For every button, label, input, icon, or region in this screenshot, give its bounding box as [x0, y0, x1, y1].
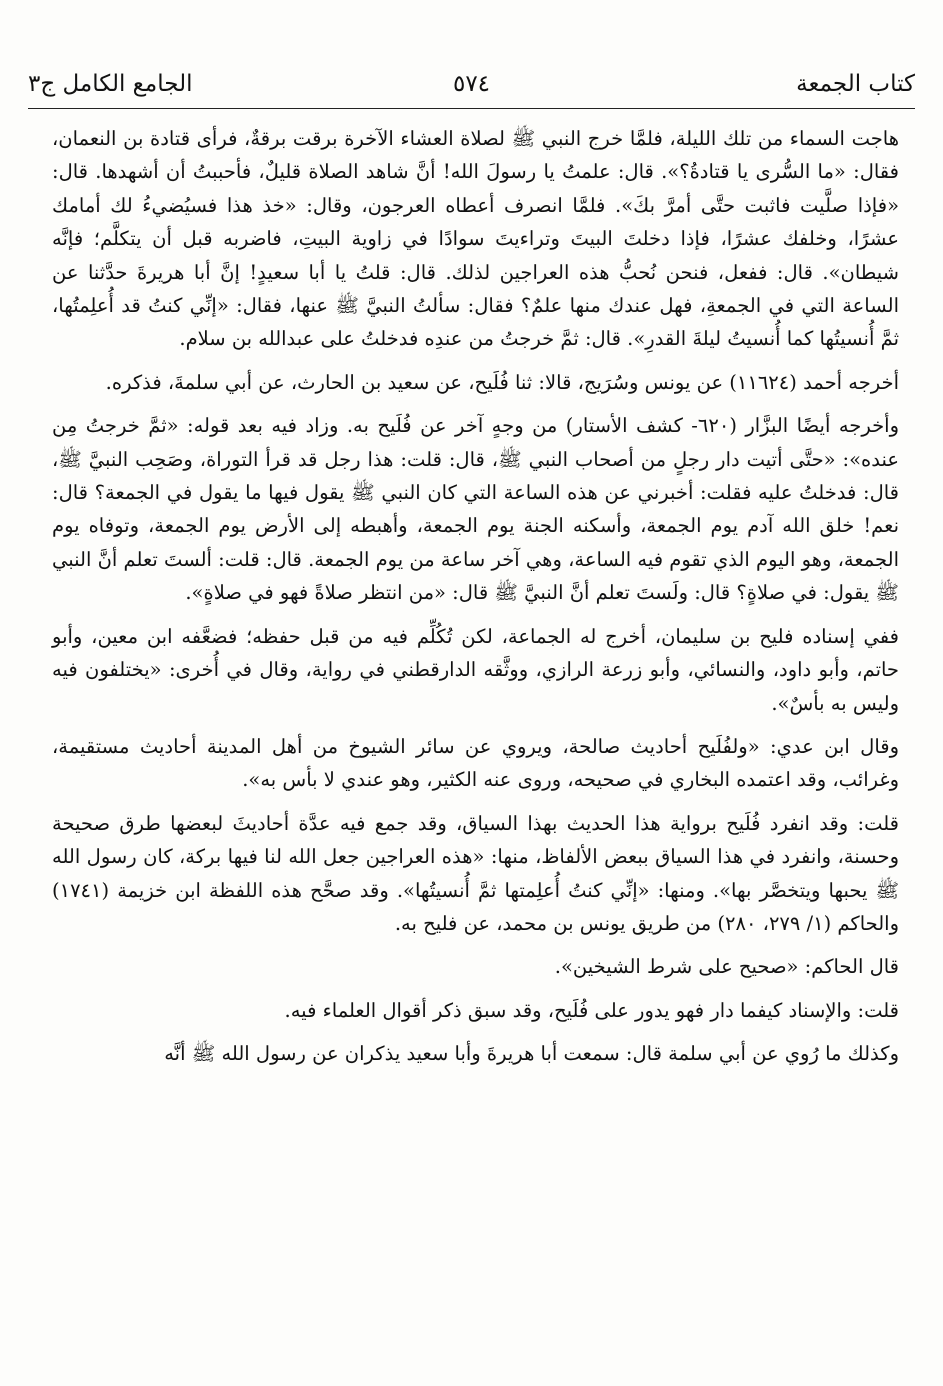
- page-header: [28, 64, 915, 104]
- chapter-title: كتاب الجمعة: [796, 71, 915, 97]
- paragraph: ففي إسناده فليح بن سليمان، أخرج له الجماعة، لكن تُكُلِّم فيه من قبل حفظه؛ فضعَّفه ابن معين، وأبو حاتم، وأبو داود، والنسائي، وأبو زرعة الرازي، ووثَّقه الدارقطني في رواية، وقال في أُخرى: «يختلفون فيه وليس به بأسٌ».: [52, 624, 899, 715]
- book-title: الجامع الكامل ج٣: [28, 71, 193, 97]
- header-rule: [28, 108, 915, 109]
- paragraph: وقال ابن عدي: «ولفُلَيح أحاديث صالحة، ويروي عن سائر الشيوخ من أهل المدينة أحاديث مستقيمة، وغرائب، وقد اعتمده البخاري في صحيحه، وروى عنه الكثير، وهو عندي لا بأس به».: [52, 734, 899, 792]
- paragraph: وكذلك ما رُوي عن أبي سلمة قال: سمعت أبا هريرةَ وأبا سعيد يذكران عن رسول الله ﷺ أنَّه: [164, 1042, 899, 1066]
- paragraph: وأخرجه أيضًا البزَّار (٦٢٠- كشف الأستار) من وجهٍ آخر عن فُلَيح به. وزاد فيه بعد قوله: «ثمَّ خرجتُ مِن عنده»: «حتَّى أتيت دار رجلٍ من أصحاب النبي ﷺ، قال: قلت: هذا رجل قد قرأ التوراة، وصَحِب النبيَّ ﷺ، قال: فدخلتُ عليه فقلت: أخبرني عن هذه الساعة التي كان النبي ﷺ يقول فيها ما يقول في الجمعة؟ قال: نعم! خلق الله آدم يوم الجمعة، وأسكنه الجنة يوم الجمعة، وأهبطه إلى الأرض يوم الجمعة، وتوفاه يوم الجمعة، وهو اليوم الذي تقوم فيه الساعة، وهي آخر ساعة من يوم الجمعة. قال: قلت: ألستَ تعلم أنَّ النبي ﷺ يقول: في صلاةٍ؟ قال: ولَستَ تعلم أنَّ النبيَّ ﷺ قال: «من انتظر صلاةً فهو في صلاةٍ».: [52, 414, 899, 605]
- paragraph: قال الحاكم: «صحيح على شرط الشيخين».: [554, 955, 899, 979]
- paragraph: أخرجه أحمد (١١٦٢٤) عن يونس وسُرَيج، قالا: ثنا فُلَيح، عن سعيد بن الحارث، عن أبي سلمةَ، فذكره.: [105, 370, 899, 394]
- paragraph: هاجت السماء من تلك الليلة، فلمَّا خرج النبي ﷺ لصلاة العشاء الآخرة برقت برقةٌ، فرأى قتادة بن النعمان، فقال: «ما السُّرى يا قتادةُ؟». قال: علمتُ يا رسولَ الله! أنَّ شاهد الصلاة قليلٌ، فأحببتُ أن أشهدها. قال: «فإذا صلَّيت فاثبت حتَّى أمرَّ بكَ». فلمَّا انصرف أعطاه العرجون، وقال: «خذ هذا فسيُضيءُ لك أمامك عشرًا، وخلفك عشرًا، فإذا دخلتَ البيتَ وتراءيتَ سوادًا في زاوية البيتِ، فاضربه قبل أن يتكلَّم؛ فإنَّه شيطان». قال: ففعل، فنحن نُحبُّ هذه العراجين لذلك. قال: قلتُ يا أبا سعيدٍ! إنَّ أبا هريرةَ حدَّثنا عن الساعة التي في الجمعةِ، فهل عندك منها علمٌ؟ فقال: سألتُ النبيَّ ﷺ عنها، فقال: «إنِّي كنتُ قد أُعلِمتُها، ثمَّ أُنسيتُها كما أُنسيتُ ليلةَ القدرِ». قال: ثمَّ خرجتُ من عندِه فدخلتُ على عبدالله بن سلام.: [52, 127, 899, 351]
- page-number: ٥٧٤: [452, 71, 491, 97]
- page-body: [52, 122, 899, 1081]
- paragraph: قلت: وقد انفرد فُلَيح برواية هذا الحديث بهذا السياق، وقد جمع فيه عدَّة أحاديثَ لبعضها طرق صحيحة وحسنة، وانفرد في هذا السياق ببعض الألفاظ، منها: «هذه العراجين جعل الله لنا فيها بركة، كان رسول الله ﷺ يحبها ويتخصَّر بها». ومنها: «إنِّي كنتُ أُعلِمتها ثمَّ أُنسيتُها». وقد صحَّح هذه اللفظة ابن خزيمة (١٧٤١) والحاكم (١/ ٢٧٩، ٢٨٠) من طريق يونس بن محمد، عن فليح به.: [52, 811, 899, 935]
- paragraph: قلت: والإسناد كيفما دار فهو يدور على فُلَيح، وقد سبق ذكر أقوال العلماء فيه.: [284, 998, 899, 1022]
